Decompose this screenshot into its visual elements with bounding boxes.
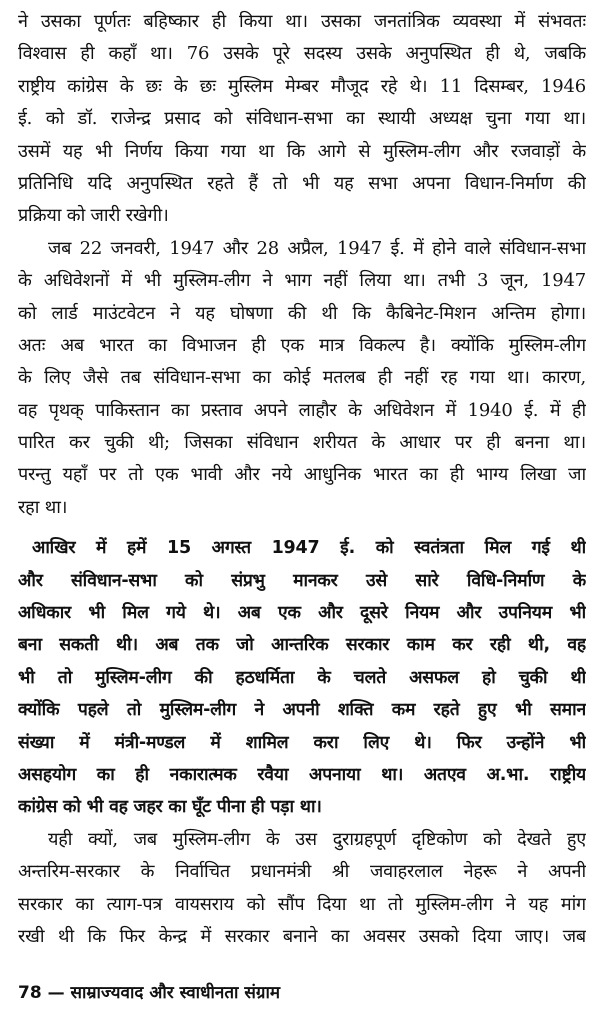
text-line: प्रतिनिधि यदि अनुपस्थित रहते हैं तो भी यह सभा अपना विधान-निर्माण की: [18, 172, 586, 194]
page-body: [18, 6, 586, 953]
text-line: ने उसका पूर्णतः बहिष्कार ही किया था। उसका जनतांत्रिक व्यवस्था में संभवतः: [18, 11, 586, 32]
text-line: क्योंकि पहले तो मुस्लिम-लीग ने अपनी शक्ति कम रहते हुए भी समान: [18, 700, 586, 721]
text-line: आखिर में हमें 15 अगस्त 1947 ई. को स्वतंत्रता मिल गई थी: [32, 538, 586, 559]
text-line: राष्ट्रीय कांग्रेस के छः के छः मुस्लिम मेम्बर मौजूद रहे थे। 11 दिसम्बर, 1946: [18, 75, 586, 97]
page-footer: 78 — साम्राज्यवाद और स्वाधीनता संग्राम: [18, 983, 281, 1003]
text-line: संख्या में मंत्री-मण्डल में शामिल करा लिए थे। फिर उन्होंने भी: [18, 732, 586, 753]
text-line: परन्तु यहाँ पर तो एक भावी और नये आधुनिक भारत का ही भाग्य लिखा जा: [18, 464, 586, 486]
paragraph-3-bold: [18, 532, 586, 824]
paragraph-2: [18, 233, 586, 525]
text-line: असहयोग का ही नकारात्मक रवैया अपनाया था। अतएव अ.भा. राष्ट्रीय: [18, 764, 586, 785]
text-line: बना सकती थी। अब तक जो आन्तरिक सरकार काम कर रही थी, वह: [18, 635, 586, 656]
text-line: वह पृथक् पाकिस्तान का प्रस्ताव अपने लाहौर के अधिवेशन में 1940 ई. में ही: [18, 399, 586, 421]
text-line: जब 22 जनवरी, 1947 और 28 अप्रैल, 1947 ई. में होने वाले संविधान-सभा: [48, 237, 586, 259]
text-line: को लार्ड माउंटवेटन ने यह घोषणा की थी कि कैबिनेट-मिशन अन्तिम होगा।: [18, 302, 586, 324]
text-line: अन्तरिम-सरकार के निर्वाचित प्रधानमंत्री श्री जवाहरलाल नेहरू ने अपनी: [18, 861, 586, 883]
text-line: यही क्यों, जब मुस्लिम-लीग के उस दुराग्रहपूर्ण दृष्टिकोण को देखते हुए: [48, 828, 586, 850]
text-line: के अधिवेशनों में भी मुस्लिम-लीग ने भाग नहीं लिया था। तभी 3 जून, 1947: [18, 270, 586, 292]
text-line: पारित कर चुकी थी; जिसका संविधान शरीयत के आधार पर ही बनना था।: [18, 432, 586, 454]
text-line: और संविधान-सभा को संप्रभु मानकर उसे सारे विधि-निर्माण के: [18, 570, 586, 591]
text-line: विश्वास ही कहाँ था। 76 उसके पूरे सदस्य उसके अनुपस्थित ही थे, जबकि: [18, 43, 586, 65]
text-line: रहा था।: [18, 496, 68, 518]
text-line: प्रक्रिया को जारी रखेगी।: [18, 205, 169, 227]
text-line: सरकार का त्याग-पत्र वायसराय को सौंप दिया था तो मुस्लिम-लीग ने यह मांग: [18, 893, 586, 915]
text-line: भी तो मुस्लिम-लीग की हठधर्मिता के चलते असफल हो चुकी थी: [18, 667, 586, 688]
text-line: रखी थी कि फिर केन्द्र में सरकार बनाने का अवसर उसको दिया जाए। जब: [18, 925, 586, 947]
paragraph-1: [18, 6, 586, 233]
text-line: कांग्रेस को भी वह जहर का घूँट पीना ही पड़ा था।: [18, 797, 322, 818]
paragraph-4: [18, 824, 586, 954]
text-line: ई. को डॉ. राजेन्द्र प्रसाद को संविधान-सभा का स्थायी अध्यक्ष चुना गया था।: [18, 108, 586, 130]
text-line: के लिए जैसे तब संविधान-सभा का कोई मतलब ही नहीं रह गया था। कारण,: [18, 367, 586, 389]
text-line: अधिकार भी मिल गये थे। अब एक और दूसरे नियम और उपनियम भी: [18, 603, 586, 624]
text-line: अतः अब भारत का विभाजन ही एक मात्र विकल्प है। क्योंकि मुस्लिम-लीग: [18, 334, 586, 356]
text-line: उसमें यह भी निर्णय किया गया था कि आगे से मुस्लिम-लीग और रजवाड़ों के: [18, 140, 586, 162]
